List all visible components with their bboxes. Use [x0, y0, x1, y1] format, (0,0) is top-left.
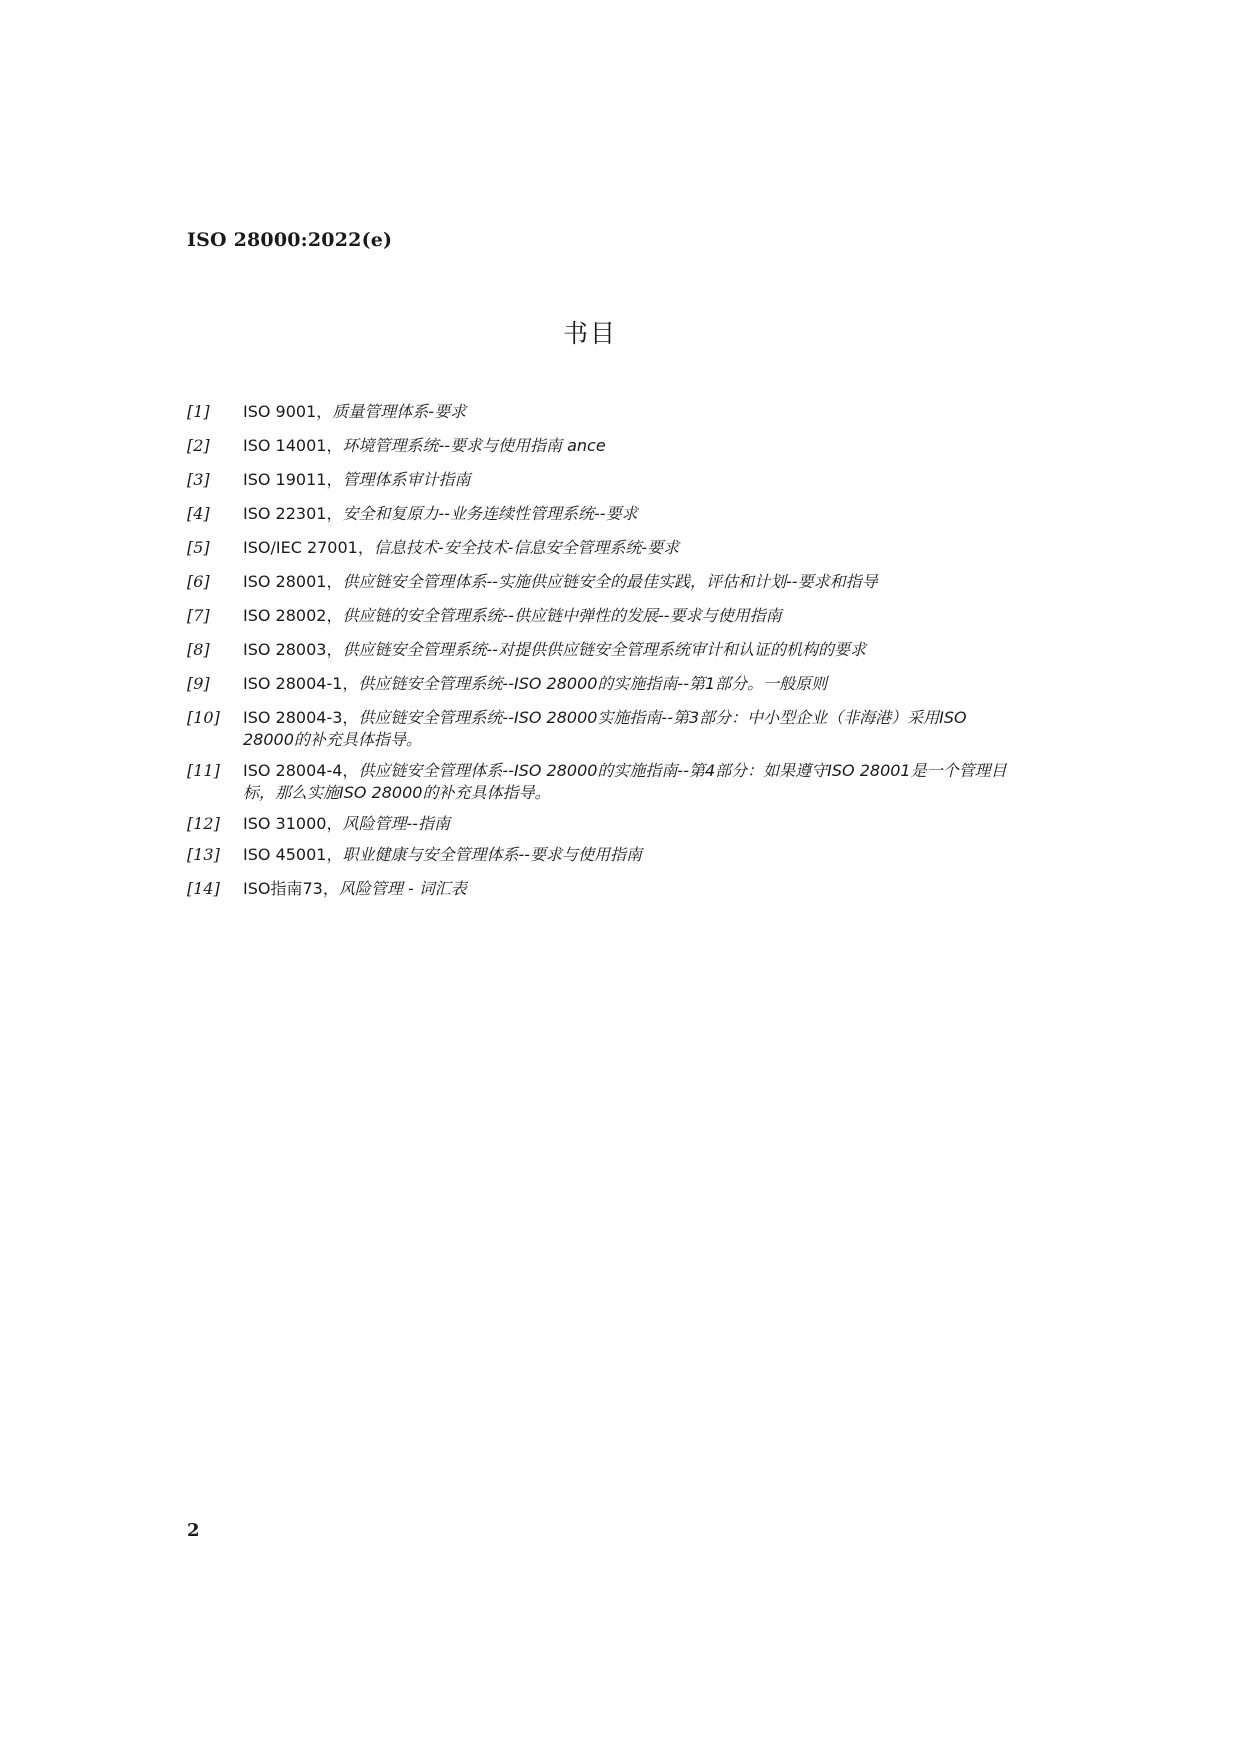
reference-title: 供应链安全管理系统--对提供供应链安全管理系统审计和认证的机构的要求: [342, 640, 867, 659]
reference-item: [187, 673, 1007, 695]
reference-code: ISO 28004-1: [243, 674, 343, 693]
reference-title: 环境管理系统--要求与使用指南 ance: [342, 436, 606, 455]
reference-number: [1]: [187, 402, 210, 421]
reference-number: [4]: [187, 504, 210, 523]
reference-number: [11]: [187, 761, 220, 780]
reference-item: [187, 813, 1007, 835]
reference-title: 风险管理 - 词汇表: [338, 879, 467, 898]
page-number: 2: [187, 1520, 200, 1541]
reference-text: ISO 45001，职业健康与安全管理体系--要求与使用指南: [243, 845, 643, 864]
reference-text: ISO 22301，安全和复原力--业务连续性管理系统--要求: [243, 504, 638, 523]
reference-code: ISO 19011: [243, 470, 327, 489]
reference-number: [6]: [187, 572, 210, 591]
page-title: 书目: [562, 319, 617, 348]
reference-code: ISO 28004-3: [243, 708, 343, 727]
reference-code: ISO 31000: [243, 814, 327, 833]
reference-title: 供应链安全管理体系--实施供应链安全的最佳实践，评估和计划--要求和指导: [342, 572, 878, 591]
reference-code: ISO/IEC 27001: [243, 538, 358, 557]
reference-text: ISO 9001，质量管理体系-要求: [243, 402, 467, 421]
reference-text: ISO 28004-3，供应链安全管理系统--ISO 28000实施指南--第3部分：中小型企业（非海港）采用ISO 28000的补充具体指导。: [243, 708, 967, 749]
reference-title: 质量管理体系-要求: [332, 402, 467, 421]
reference-number: [8]: [187, 640, 210, 659]
reference-item: [187, 571, 1007, 593]
reference-text: ISO 28002，供应链的安全管理系统--供应链中弹性的发展--要求与使用指南: [243, 606, 782, 625]
reference-item: [187, 878, 1007, 900]
reference-code: ISO 14001: [243, 436, 327, 455]
reference-title: 供应链安全管理体系--ISO 28000的实施指南--第4部分：如果遵守ISO 28001是一个管理目标，那么实施ISO 28000的补充具体指导。: [243, 761, 1007, 802]
reference-number: [3]: [187, 470, 210, 489]
reference-text: ISO 28003，供应链安全管理系统--对提供供应链安全管理系统审计和认证的机构的要求: [243, 640, 867, 659]
reference-text: ISO 28004-1，供应链安全管理系统--ISO 28000的实施指南--第1部分。一般原则: [243, 674, 828, 693]
reference-title: 供应链安全管理系统--ISO 28000实施指南--第3部分：中小型企业（非海港）采用ISO 28000的补充具体指导。: [243, 708, 967, 749]
reference-code: ISO 22301: [243, 504, 327, 523]
reference-number: [2]: [187, 436, 210, 455]
reference-number: [14]: [187, 879, 220, 898]
reference-title: 供应链安全管理系统--ISO 28000的实施指南--第1部分。一般原则: [358, 674, 828, 693]
reference-item: [187, 605, 1007, 627]
reference-title: 信息技术-安全技术-信息安全管理系统-要求: [373, 538, 680, 557]
reference-item: [187, 469, 1007, 491]
reference-item: [187, 435, 1007, 457]
reference-item: [187, 401, 1007, 423]
reference-text: ISO 31000，风险管理--指南: [243, 814, 451, 833]
reference-item: [187, 760, 1007, 804]
reference-code: ISO 45001: [243, 845, 327, 864]
reference-number: [12]: [187, 814, 220, 833]
reference-title: 管理体系审计指南: [342, 470, 471, 489]
reference-item: [187, 537, 1007, 559]
reference-item: [187, 639, 1007, 661]
reference-list: [187, 401, 1007, 900]
reference-item: [187, 707, 1007, 751]
reference-title: 职业健康与安全管理体系--要求与使用指南: [342, 845, 643, 864]
reference-code: ISO 28003: [243, 640, 327, 659]
reference-item: [187, 503, 1007, 525]
reference-title: 供应链的安全管理系统--供应链中弹性的发展--要求与使用指南: [342, 606, 782, 625]
reference-text: ISO 14001，环境管理系统--要求与使用指南 ance: [243, 436, 606, 455]
reference-number: [7]: [187, 606, 210, 625]
reference-title: 安全和复原力--业务连续性管理系统--要求: [342, 504, 638, 523]
reference-code: ISO 28004-4: [243, 761, 343, 780]
reference-text: ISO/IEC 27001，信息技术-安全技术-信息安全管理系统-要求: [243, 538, 680, 557]
reference-code: ISO 9001: [243, 402, 317, 421]
reference-number: [9]: [187, 674, 210, 693]
reference-number: [10]: [187, 708, 220, 727]
reference-text: ISO 28001，供应链安全管理体系--实施供应链安全的最佳实践，评估和计划--要求和指导: [243, 572, 878, 591]
reference-item: [187, 844, 1007, 866]
document-header: ISO 28000:2022(e): [187, 229, 393, 251]
reference-title: 风险管理--指南: [342, 814, 451, 833]
reference-text: ISO 28004-4，供应链安全管理体系--ISO 28000的实施指南--第4部分：如果遵守ISO 28001是一个管理目标，那么实施ISO 28000的补充具体指导。: [243, 761, 1007, 802]
reference-text: ISO指南73，风险管理 - 词汇表: [243, 879, 467, 898]
reference-number: [5]: [187, 538, 210, 557]
reference-text: ISO 19011，管理体系审计指南: [243, 470, 471, 489]
reference-code: ISO指南73: [243, 879, 323, 898]
reference-code: ISO 28001: [243, 572, 327, 591]
reference-code: ISO 28002: [243, 606, 327, 625]
reference-number: [13]: [187, 845, 220, 864]
